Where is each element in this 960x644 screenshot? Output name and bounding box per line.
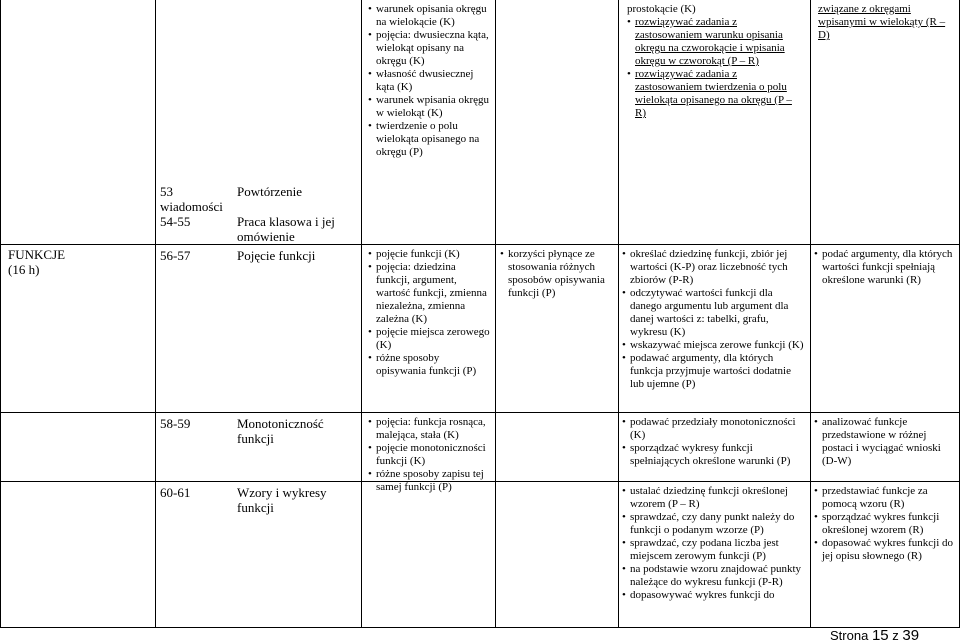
col-divider-3 (361, 0, 362, 628)
list-item: • warunek wpisania okręgu w wielokąt (K) (368, 94, 490, 120)
list-item: • przedstawiać funkcje za pomocą wzoru (R) (814, 485, 956, 511)
list-item: • pojęcia: funkcja rosnąca, malejąca, stała (K) (368, 416, 490, 442)
table-bottom-border (0, 627, 960, 628)
skills-list-60 (622, 485, 805, 602)
list-item: • na podstawie wzoru znajdować punkty należące do wykresu funkcji (P-R) (622, 563, 805, 589)
attitudes-list-56 (814, 248, 956, 287)
skills-list-56 (622, 248, 805, 391)
attitudes-top-text: związane z okręgami wpisanymi w wielokąty (R – D) (818, 3, 946, 41)
lesson-number: 56-57 (160, 248, 191, 263)
list-item: • różne sposoby zapisu tej samej funkcji (P) (368, 468, 490, 494)
list-item: • warunek opisania okręgu na wielokącie (K) (368, 3, 490, 29)
list-item: • pojęcie funkcji (K) (368, 248, 490, 261)
list-item: • pojęcia: dziedzina funkcji, argument, wartość funkcji, zmienna niezależna, zmienna zależna (K) (368, 261, 490, 326)
list-item: • rozwiązywać zadania z zastosowaniem twierdzenia o polu wielokąta opisanego na okręgu (P – R) (627, 68, 805, 120)
list-item: • określać dziedzinę funkcji, zbiór jej wartości (K-P) oraz liczebność tych zbiorów (P-R) (622, 248, 805, 287)
page-word: Strona (830, 628, 869, 643)
list-item: • podawać przedziały monotoniczności (K) (622, 416, 805, 442)
lesson-topic: Praca klasowa i jej omówienie (237, 214, 335, 244)
lesson-topic: Pojęcie funkcji (237, 248, 316, 263)
list-item: • analizować funkcje przedstawione w różnej postaci i wyciągać wnioski (D-W) (814, 416, 956, 468)
list-item: • wskazywać miejsca zerowe funkcji (K) (622, 339, 805, 352)
list-item: • korzyści płynące ze stosowania różnych sposobów opisywania funkcji (P) (500, 248, 614, 300)
list-item: • sprawdzać, czy dany punkt należy do funkcji o podanym wzorze (P) (622, 511, 805, 537)
list-item: • sporządzać wykres funkcji określonej wzorem (R) (814, 511, 956, 537)
lesson-topic: Wzory i wykresy funkcji (237, 485, 327, 515)
skills-list-top (627, 16, 805, 120)
list-item: • sporządzać wykresy funkcji spełniających określone warunki (P) (622, 442, 805, 468)
total-pages: 39 (902, 627, 920, 644)
col-divider-4 (495, 0, 496, 628)
list-item: • rozwiązywać zadania z zastosowaniem warunku opisania okręgu na czworokącie i wpisania okręgu w czworokąt (P – R) (627, 16, 805, 68)
list-item: • twierdzenie o polu wielokąta opisanego na okręgu (P) (368, 120, 490, 159)
row-divider-58 (0, 412, 960, 413)
content-list-58 (368, 416, 490, 494)
lesson-topic: Monotoniczność funkcji (237, 416, 324, 446)
benefits-list-56 (500, 248, 614, 300)
lesson-number: 60-61 (160, 485, 191, 500)
lesson-number: 58-59 (160, 416, 191, 431)
col-divider-5 (618, 0, 619, 628)
list-item: • odczytywać wartości funkcji dla danego argumentu lub argument dla danej wartości z: tabelki, grafu, wykresu (K) (622, 287, 805, 339)
attitudes-list-58 (814, 416, 956, 468)
current-page: 15 (871, 627, 889, 644)
col-divider-1 (0, 0, 1, 628)
lesson-topic: Powtórzenie wiadomości (160, 184, 302, 214)
list-item: • podawać argumenty, dla których funkcja przyjmuje wartości dodatnie lub ujemne (P) (622, 352, 805, 391)
attitudes-list-60 (814, 485, 956, 563)
row-divider-56 (0, 244, 960, 245)
list-item: • różne sposoby opisywania funkcji (P) (368, 352, 490, 378)
list-item: • pojęcia: dwusieczna kąta, wielokąt opisany na okręgu (K) (368, 29, 490, 68)
list-item: • pojęcie miejsca zerowego (K) (368, 326, 490, 352)
list-item: • dopasować wykres funkcji do jej opisu słownego (R) (814, 537, 956, 563)
content-list-top (368, 3, 490, 159)
list-item: • podać argumenty, dla których wartości funkcji spełniają określone warunki (R) (814, 248, 956, 287)
col-divider-2 (155, 0, 156, 628)
content-list-56 (368, 248, 490, 378)
section-title: FUNKCJE (16 h) (8, 247, 66, 277)
lesson-number: 54-55 (160, 214, 191, 229)
lesson-number: 53 (160, 184, 173, 199)
list-item: • pojęcie monotoniczności funkcji (K) (368, 442, 490, 468)
skills-list-58 (622, 416, 805, 468)
page-number-footer (830, 628, 919, 643)
list-item: • dopasowywać wykres funkcji do (622, 589, 805, 602)
page-separator: z (892, 628, 899, 643)
list-item: • własność dwusiecznej kąta (K) (368, 68, 490, 94)
col-divider-6 (810, 0, 811, 628)
list-item: • ustalać dziedzinę funkcji określonej wzorem (P – R) (622, 485, 805, 511)
list-item: • sprawdzać, czy podana liczba jest miejscem zerowym funkcji (P) (622, 537, 805, 563)
skills-lead-line: prostokącie (K) (627, 3, 696, 15)
